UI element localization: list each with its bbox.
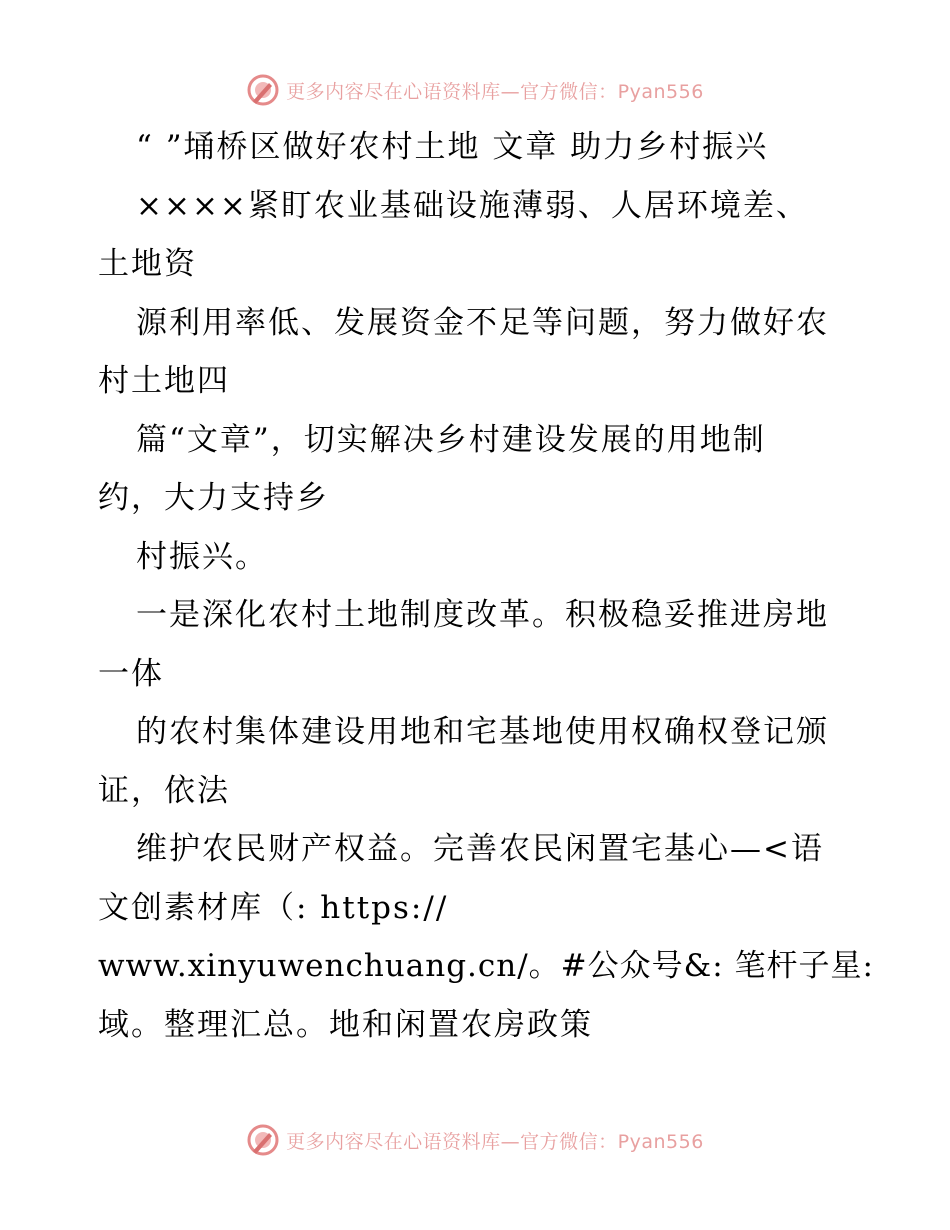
paragraph-line: 一是深化农村土地制度改革。积极稳妥推进房地	[136, 597, 829, 633]
watermark-footer-text: 更多内容尽在心语资料库—官方微信：Pyan556	[286, 1130, 704, 1153]
watermark-footer	[0, 1120, 950, 1160]
paragraph-line: 证，依法	[98, 772, 230, 809]
paragraph-line: 源利用率低、发展资金不足等问题，努力做好农	[136, 304, 829, 341]
document-title: “ ”埇桥区做好农村土地 文章 助力乡村振兴	[136, 129, 769, 165]
paragraph-line: www.xinyuwenchuang.cn/。#公众号&: 笔杆子星:	[98, 948, 874, 984]
paragraph-line: 文创素材库（: https://	[98, 889, 449, 926]
paragraph-line: 域。整理汇总。地和闲置农房政策	[98, 1006, 593, 1043]
paragraph-line: 村振兴。	[136, 538, 268, 575]
paragraph-line: 维护农民财产权益。完善农民闲置宅基心—<语	[136, 831, 824, 867]
paragraph-line: 一体	[98, 655, 164, 692]
watermark-header	[0, 70, 950, 110]
paragraph-line: ××××紧盯农业基础设施薄弱、人居环境差、	[136, 187, 809, 224]
watermark-header-text: 更多内容尽在心语资料库—官方微信：Pyan556	[286, 80, 704, 103]
pen-logo-icon	[246, 1123, 280, 1157]
paragraph-line: 约，大力支持乡	[98, 480, 329, 516]
paragraph-line: 篇“文章”，切实解决乡村建设发展的用地制	[136, 421, 766, 458]
paragraph-line: 村土地四	[98, 363, 230, 399]
pen-logo-icon	[246, 73, 280, 107]
document-body	[98, 118, 874, 1054]
paragraph-line: 土地资	[98, 246, 197, 282]
paragraph-line: 的农村集体建设用地和宅基地使用权确权登记颁	[136, 714, 829, 750]
